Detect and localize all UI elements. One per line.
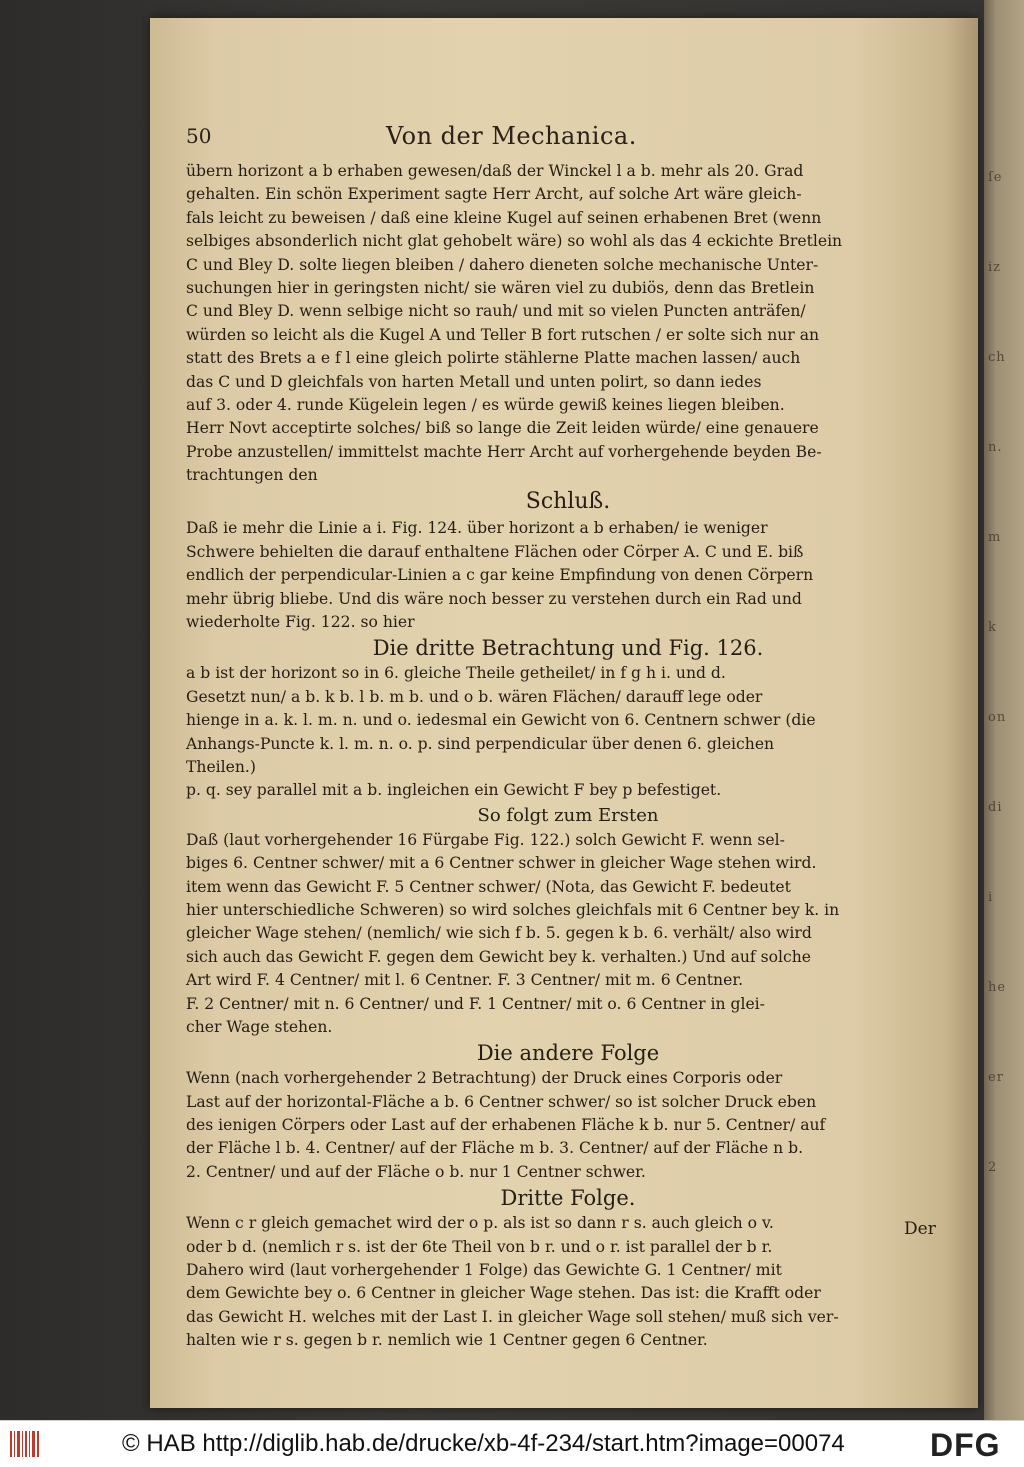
betrachtung-paragraph — [186, 662, 950, 802]
barcode-icon — [10, 1431, 40, 1457]
text-line: mehr übrig bliebe. Und dis wäre noch besser zu verstehen durch ein Rad und — [186, 589, 802, 608]
text-line: wiederholte Fig. 122. so hier — [186, 613, 415, 632]
adjacent-page-fragment: er — [988, 1070, 1004, 1085]
adjacent-page-fragment: on — [988, 710, 1007, 725]
text-line: hier unterschiedliche Schweren) so wird solches gleichfals mit 6 Centner bey k. in — [186, 900, 840, 919]
text-line: würden so leicht als die Kugel A und Teller B fort rutschen / er solte sich nur an — [186, 325, 820, 344]
adjacent-page-fragment: iz — [988, 260, 1002, 275]
text-line: Schwere behielten die darauf enthaltene Flächen oder Cörper A. C und E. biß — [186, 542, 804, 561]
text-line: Theilen.) — [186, 757, 256, 776]
heading-dritte-betrachtung: Die dritte Betrachtung und Fig. 126. — [372, 636, 764, 661]
adjacent-page-fragment: he — [988, 980, 1007, 995]
text-line: gleicher Wage stehen/ (nemlich/ wie sich f b. 5. gegen k b. 6. verhält/ also wird — [186, 924, 812, 943]
adjacent-page-edge — [984, 0, 1024, 1420]
adjacent-page-fragment: 2 — [988, 1160, 998, 1175]
text-line: biges 6. Centner schwer/ mit a 6 Centner schwer in gleicher Wage stehen wird. — [186, 854, 817, 873]
page-header — [186, 118, 786, 158]
text-line: dem Gewichte bey o. 6 Centner in gleicher Wage stehen. Das ist: die Krafft oder — [186, 1284, 821, 1303]
adjacent-page-fragment: di — [988, 800, 1003, 815]
footer-bar — [0, 1420, 1024, 1467]
text-line: Anhangs-Puncte k. l. m. n. o. p. sind perpendicular über denen 6. gleichen — [186, 734, 775, 753]
text-line: Last auf der horizontal-Fläche a b. 6 Centner schwer/ so ist solcher Druck eben — [186, 1092, 817, 1111]
text-line: oder b d. (nemlich r s. ist der 6te Theil von b r. und o r. ist parallel der b r. — [186, 1237, 773, 1256]
text-line: C und Bley D. wenn selbige nicht so rauh/ und mit so vielen Puncten anträfen/ — [186, 302, 806, 321]
text-line: Daß ie mehr die Linie a i. Fig. 124. über horizont a b erhaben/ ie weniger — [186, 519, 768, 538]
adjacent-page-fragment: ch — [988, 350, 1006, 365]
text-line: das Gewicht H. welches mit der Last I. in gleicher Wage soll stehen/ muß sich ver- — [186, 1307, 839, 1326]
text-line: das C und D gleichfals von harten Metall und unten polirt, so dann iedes — [186, 372, 762, 391]
schluss-paragraph — [186, 517, 950, 634]
andere-folge-paragraph — [186, 1067, 950, 1184]
text-line: C und Bley D. solte liegen bleiben / dahero dieneten solche mechanische Unter- — [186, 255, 819, 274]
text-line: Wenn c r gleich gemachet wird der o p. als ist so dann r s. auch gleich o v. — [186, 1214, 774, 1233]
heading-schluss: Schluß. — [525, 489, 611, 515]
adjacent-page-fragment: ſe — [988, 170, 1003, 185]
dfg-logo: DFG — [930, 1427, 1001, 1463]
text-line: 2. Centner/ und auf der Fläche o b. nur 1 Centner schwer. — [186, 1162, 646, 1181]
page-text — [186, 160, 950, 1353]
text-line: Dahero wird (laut vorhergehender 1 Folge) das Gewichte G. 1 Centner/ mit — [186, 1261, 782, 1280]
copyright-link[interactable]: © HAB http://diglib.hab.de/drucke/xb-4f-234/start.htm?image=00074 — [122, 1430, 845, 1457]
running-head: Von der Mechanica. — [386, 122, 637, 150]
text-line: a b ist der horizont so in 6. gleiche Theile getheilet/ in f g h i. und d. — [186, 664, 726, 683]
text-line: Wenn (nach vorhergehender 2 Betrachtung) der Druck eines Corporis oder — [186, 1069, 783, 1088]
adjacent-page-fragment: n. — [988, 440, 1003, 455]
text-line: gehalten. Ein schön Experiment sagte Herr Archt, auf solche Art wäre gleich- — [186, 185, 802, 204]
text-line: halten wie r s. gegen b r. nemlich wie 1 Centner gegen 6 Centner. — [186, 1331, 708, 1350]
text-line: Art wird F. 4 Centner/ mit l. 6 Centner. F. 3 Centner/ mit m. 6 Centner. — [186, 971, 744, 990]
catchword: Der — [904, 1219, 936, 1239]
text-line: p. q. sey parallel mit a b. ingleichen ein Gewicht F bey p befestiget. — [186, 781, 722, 800]
opening-paragraph — [186, 160, 950, 487]
adjacent-page-fragment: m — [988, 530, 1002, 545]
text-line: hienge in a. k. l. m. n. und o. iedesmal ein Gewicht von 6. Centnern schwer (die — [186, 711, 816, 730]
text-line: trachtungen den — [186, 466, 318, 485]
text-line: selbiges absonderlich nicht glat gehobelt wäre) so wohl als das 4 eckichte Bretlein — [186, 232, 843, 251]
text-line: Probe anzustellen/ immittelst machte Herr Archt auf vorhergehende beyden Be- — [186, 442, 822, 461]
text-line: Gesetzt nun/ a b. k b. l b. m b. und o b. wären Flächen/ darauff lege oder — [186, 687, 763, 706]
text-line: fals leicht zu beweisen / daß eine kleine Kugel auf seinen erhabenen Bret (wenn — [186, 208, 822, 227]
dritte-folge-paragraph — [186, 1212, 950, 1352]
erste-folge-paragraph — [186, 829, 950, 1040]
heading-andere-folge: Die andere Folge — [476, 1041, 660, 1066]
adjacent-page-fragment: i — [988, 890, 994, 905]
text-line: Herr Novt acceptirte solches/ biß so lange die Zeit leiden würde/ eine genauere — [186, 419, 819, 438]
heading-dritte-folge: Dritte Folge. — [500, 1186, 636, 1211]
text-line: F. 2 Centner/ mit n. 6 Centner/ und F. 1 Centner/ mit o. 6 Centner in glei- — [186, 994, 765, 1013]
text-line: cher Wage stehen. — [186, 1017, 333, 1036]
text-line: der Fläche l b. 4. Centner/ auf der Fläche m b. 3. Centner/ auf der Fläche n b. — [186, 1139, 804, 1158]
text-line: auf 3. oder 4. runde Kügelein legen / es würde gewiß keines liegen bleiben. — [186, 395, 785, 414]
heading-so-folgt: So folgt zum Ersten — [477, 804, 659, 826]
text-line: Daß (laut vorhergehender 16 Fürgabe Fig. 122.) solch Gewicht F. wenn sel- — [186, 830, 785, 849]
text-line: statt des Brets a e f l eine gleich polirte stählerne Platte machen lassen/ auch — [186, 349, 801, 368]
text-line: item wenn das Gewicht F. 5 Centner schwer/ (Nota, das Gewicht F. bedeutet — [186, 877, 791, 896]
text-line: übern horizont a b erhaben gewesen/daß der Winckel l a b. mehr als 20. Grad — [186, 162, 804, 180]
text-line: des ienigen Cörpers oder Last auf der erhabenen Fläche k b. nur 5. Centner/ auf — [186, 1116, 826, 1135]
page-number: 50 — [186, 124, 212, 148]
text-line: endlich der perpendicular-Linien a c gar keine Empfindung von denen Cörpern — [186, 566, 814, 585]
adjacent-page-fragment: k — [988, 620, 997, 635]
text-line: sich auch das Gewicht F. gegen dem Gewicht bey k. verhalten.) Und auf solche — [186, 947, 812, 966]
text-line: suchungen hier in geringsten nicht/ sie wären viel zu dubiös, denn das Bretlein — [186, 278, 815, 297]
